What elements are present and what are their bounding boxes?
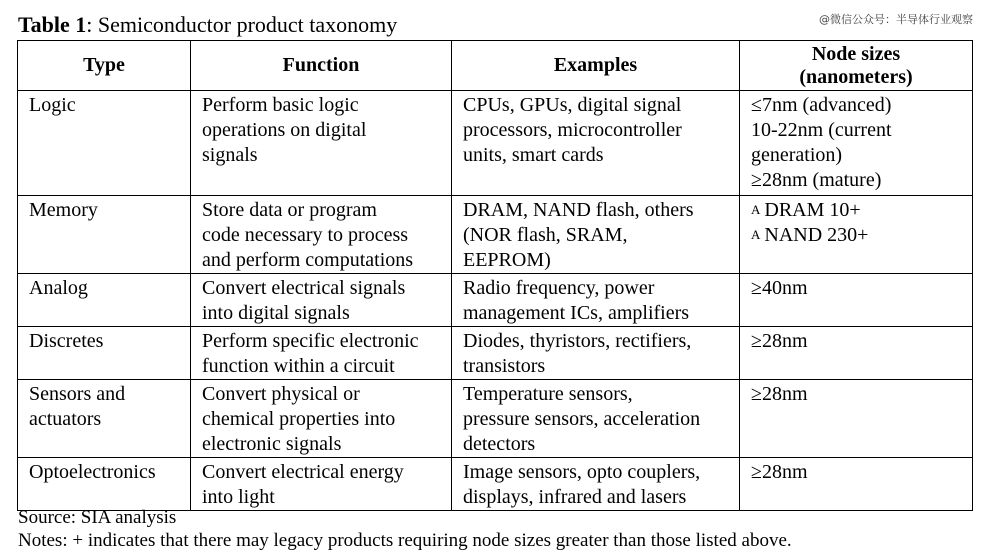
cell-node-sizes <box>740 458 973 511</box>
header-node-sizes-line2: (nanometers) <box>799 65 913 88</box>
header-row <box>18 41 973 91</box>
cell-node-sizes <box>740 91 973 196</box>
cell-function-line: Perform basic logic <box>202 94 359 116</box>
cell-function-line: into light <box>202 486 275 508</box>
cell-examples-line: (NOR flash, SRAM, <box>463 224 628 246</box>
cell-node-sizes-line: ≥28nm <box>751 330 808 352</box>
cell-function-line: function within a circuit <box>202 355 395 377</box>
table-row <box>18 458 973 511</box>
cell-function <box>191 196 452 274</box>
cell-function-line: Perform specific electronic <box>202 330 419 352</box>
cell-examples-line: EEPROM) <box>463 249 551 271</box>
cell-examples <box>452 91 740 196</box>
header-node-sizes <box>740 41 973 91</box>
cell-function <box>191 380 452 458</box>
table-caption-label: Table 1 <box>18 12 87 37</box>
cell-node-sizes-line: ≤7nm (advanced) <box>751 94 892 116</box>
node-size-text: DRAM 10+ <box>764 199 861 221</box>
cell-examples-line: processors, microcontroller <box>463 119 682 141</box>
cell-type-line: Discretes <box>29 330 104 352</box>
table-row <box>18 380 973 458</box>
cell-node-sizes <box>740 327 973 380</box>
cell-node-sizes <box>740 380 973 458</box>
cell-function-line: code necessary to process <box>202 224 409 246</box>
cell-examples-line: displays, infrared and lasers <box>463 486 687 508</box>
footnote-mark: A <box>751 202 761 217</box>
cell-function-line: and perform computations <box>202 249 414 271</box>
table-row <box>18 91 973 196</box>
cell-type-line: Memory <box>29 199 98 221</box>
watermark: @微信公众号：半导体行业观察 <box>819 13 973 26</box>
cell-type-line: Sensors and <box>29 383 126 405</box>
cell-type <box>18 274 191 327</box>
cell-type <box>18 196 191 274</box>
cell-function-line: electronic signals <box>202 433 342 455</box>
footnotes <box>18 506 792 552</box>
header-type: Type <box>18 41 191 91</box>
header-function: Function <box>191 41 452 91</box>
cell-type <box>18 327 191 380</box>
cell-node-sizes-line: ≥40nm <box>751 277 808 299</box>
cell-type <box>18 91 191 196</box>
cell-node-sizes <box>740 274 973 327</box>
cell-examples-line: detectors <box>463 433 536 455</box>
cell-examples <box>452 380 740 458</box>
cell-examples-line: Temperature sensors, <box>463 383 633 405</box>
cell-function <box>191 327 452 380</box>
cell-node-sizes-line: generation) <box>751 144 843 166</box>
cell-node-sizes-line: 10-22nm (current <box>751 119 892 141</box>
cell-function <box>191 274 452 327</box>
cell-node-sizes-line: ≥28nm <box>751 461 808 483</box>
cell-examples-line: pressure sensors, acceleration <box>463 408 701 430</box>
cell-function-line: Convert physical or <box>202 383 360 405</box>
table-caption <box>18 11 397 39</box>
cell-function <box>191 458 452 511</box>
cell-examples-line: Diodes, thyristors, rectifiers, <box>463 330 692 352</box>
cell-examples-line: CPUs, GPUs, digital signal <box>463 94 682 116</box>
cell-function-line: operations on digital <box>202 119 367 141</box>
cell-examples-line: management ICs, amplifiers <box>463 302 690 324</box>
cell-node-sizes <box>740 196 973 274</box>
footnote-mark: A <box>751 227 761 242</box>
taxonomy-table <box>17 40 973 511</box>
cell-node-sizes-line: ≥28nm <box>751 383 808 405</box>
cell-function-line: chemical properties into <box>202 408 396 430</box>
node-size-line <box>751 198 972 223</box>
cell-examples <box>452 327 740 380</box>
cell-function-line: Convert electrical energy <box>202 461 404 483</box>
header-node-sizes-line1: Node sizes <box>811 42 901 65</box>
cell-type-line: Analog <box>29 277 88 299</box>
cell-type-line: actuators <box>29 408 102 430</box>
notes-text: Notes: + indicates that there may legacy products requiring node sizes greater than those listed above. <box>18 530 792 551</box>
cell-type <box>18 380 191 458</box>
cell-examples-line: DRAM, NAND flash, others <box>463 199 694 221</box>
cell-examples <box>452 458 740 511</box>
cell-examples-line: units, smart cards <box>463 144 604 166</box>
cell-type <box>18 458 191 511</box>
table-row <box>18 274 973 327</box>
cell-function <box>191 91 452 196</box>
cell-examples <box>452 274 740 327</box>
table-row <box>18 327 973 380</box>
cell-type-line: Logic <box>29 94 76 116</box>
cell-examples-line: transistors <box>463 355 546 377</box>
header-examples: Examples <box>452 41 740 91</box>
cell-function-line: Store data or program <box>202 199 377 221</box>
node-size-line <box>751 223 972 248</box>
source-note: Source: SIA analysis <box>18 507 177 528</box>
table-row <box>18 196 973 274</box>
cell-type-line: Optoelectronics <box>29 461 156 483</box>
cell-examples <box>452 196 740 274</box>
cell-function-line: into digital signals <box>202 302 350 324</box>
cell-examples-line: Radio frequency, power <box>463 277 655 299</box>
cell-examples-line: Image sensors, opto couplers, <box>463 461 701 483</box>
cell-function-line: Convert electrical signals <box>202 277 406 299</box>
node-size-text: NAND 230+ <box>764 224 869 246</box>
cell-function-line: signals <box>202 144 258 166</box>
cell-node-sizes-line: ≥28nm (mature) <box>751 169 882 191</box>
table-caption-text: : Semiconductor product taxonomy <box>86 12 398 37</box>
